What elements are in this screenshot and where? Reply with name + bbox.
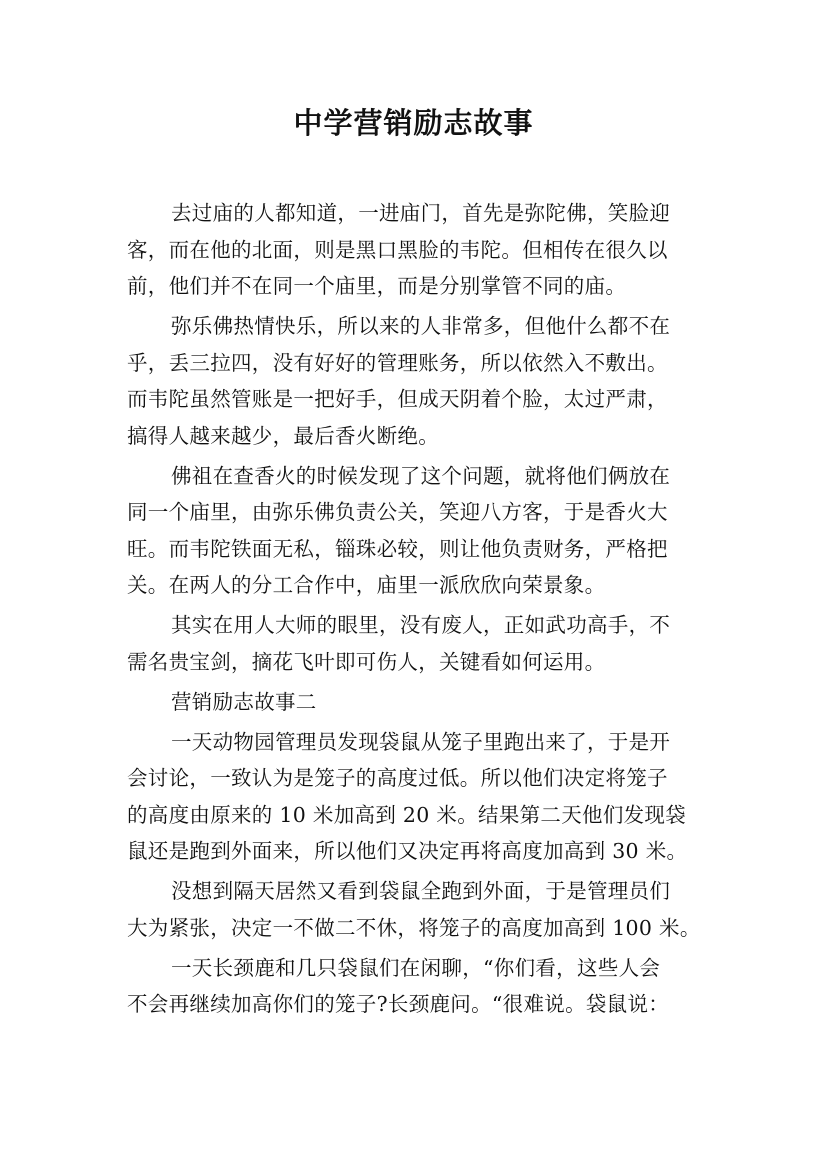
text-line: 没想到隔天居然又看到袋鼠全跑到外面，于是管理员们 bbox=[171, 879, 671, 903]
text-line: 大为紧张，决定一不做二不休，将笼子的高度加高到 100 米。 bbox=[127, 915, 701, 940]
text-line: 营销励志故事二 bbox=[171, 689, 317, 714]
text-line: 弥乐佛热情快乐，所以来的人非常多，但他什么都不在 bbox=[171, 314, 671, 338]
text-line: 同一个庙里，由弥乐佛负责公关，笑迎八方客，于是香火大 bbox=[127, 500, 668, 524]
text-line: 的高度由原来的 10 米加高到 20 米。结果第二天他们发现袋 bbox=[127, 802, 687, 827]
text-line: 不会再继续加高你们的笼子?长颈鹿问。“很难说。袋鼠说： bbox=[127, 992, 670, 1016]
text-line: 前，他们并不在同一个庙里，而是分别掌管不同的庙。 bbox=[127, 274, 627, 298]
text-line: 会讨论，一致认为是笼子的高度过低。所以他们决定将笼子 bbox=[127, 766, 668, 790]
text-line: 客，而在他的北面，则是黑口黑脸的韦陀。但相传在很久以 bbox=[127, 237, 668, 262]
document-title: 中学营销励志故事 bbox=[293, 106, 534, 140]
text-line: 一天动物园管理员发现袋鼠从笼子里跑出来了，于是开 bbox=[171, 729, 671, 754]
text-line: 需名贵宝剑，摘花飞叶即可伤人，关键看如何运用。 bbox=[127, 649, 606, 674]
text-line: 搞得人越来越少，最后香火断绝。 bbox=[127, 423, 439, 448]
text-line: 鼠还是跑到外面来，所以他们又决定再将高度加高到 30 米。 bbox=[127, 839, 688, 863]
text-line: 一天长颈鹿和几只袋鼠们在闲聊，“你们看，这些人会 bbox=[171, 955, 661, 980]
text-line: 关。在两人的分工合作中，庙里一派欣欣向荣景象。 bbox=[127, 573, 606, 597]
text-line: 去过庙的人都知道，一进庙门，首先是弥陀佛，笑脸迎 bbox=[171, 201, 671, 225]
document-body bbox=[127, 195, 720, 1023]
text-line: 旺。而韦陀铁面无私，锱珠必较，则让他负责财务，严格把 bbox=[127, 536, 668, 561]
text-line: 而韦陀虽然管账是一把好手，但成天阴着个脸，太过严肃， bbox=[127, 387, 668, 411]
text-line: 其实在用人大师的眼里，没有废人，正如武功高手，不 bbox=[171, 613, 671, 637]
text-line: 佛祖在查香火的时候发现了这个问题，就将他们俩放在 bbox=[171, 463, 671, 488]
text-line: 乎，丢三拉四，没有好好的管理账务，所以依然入不敷出。 bbox=[127, 350, 668, 375]
